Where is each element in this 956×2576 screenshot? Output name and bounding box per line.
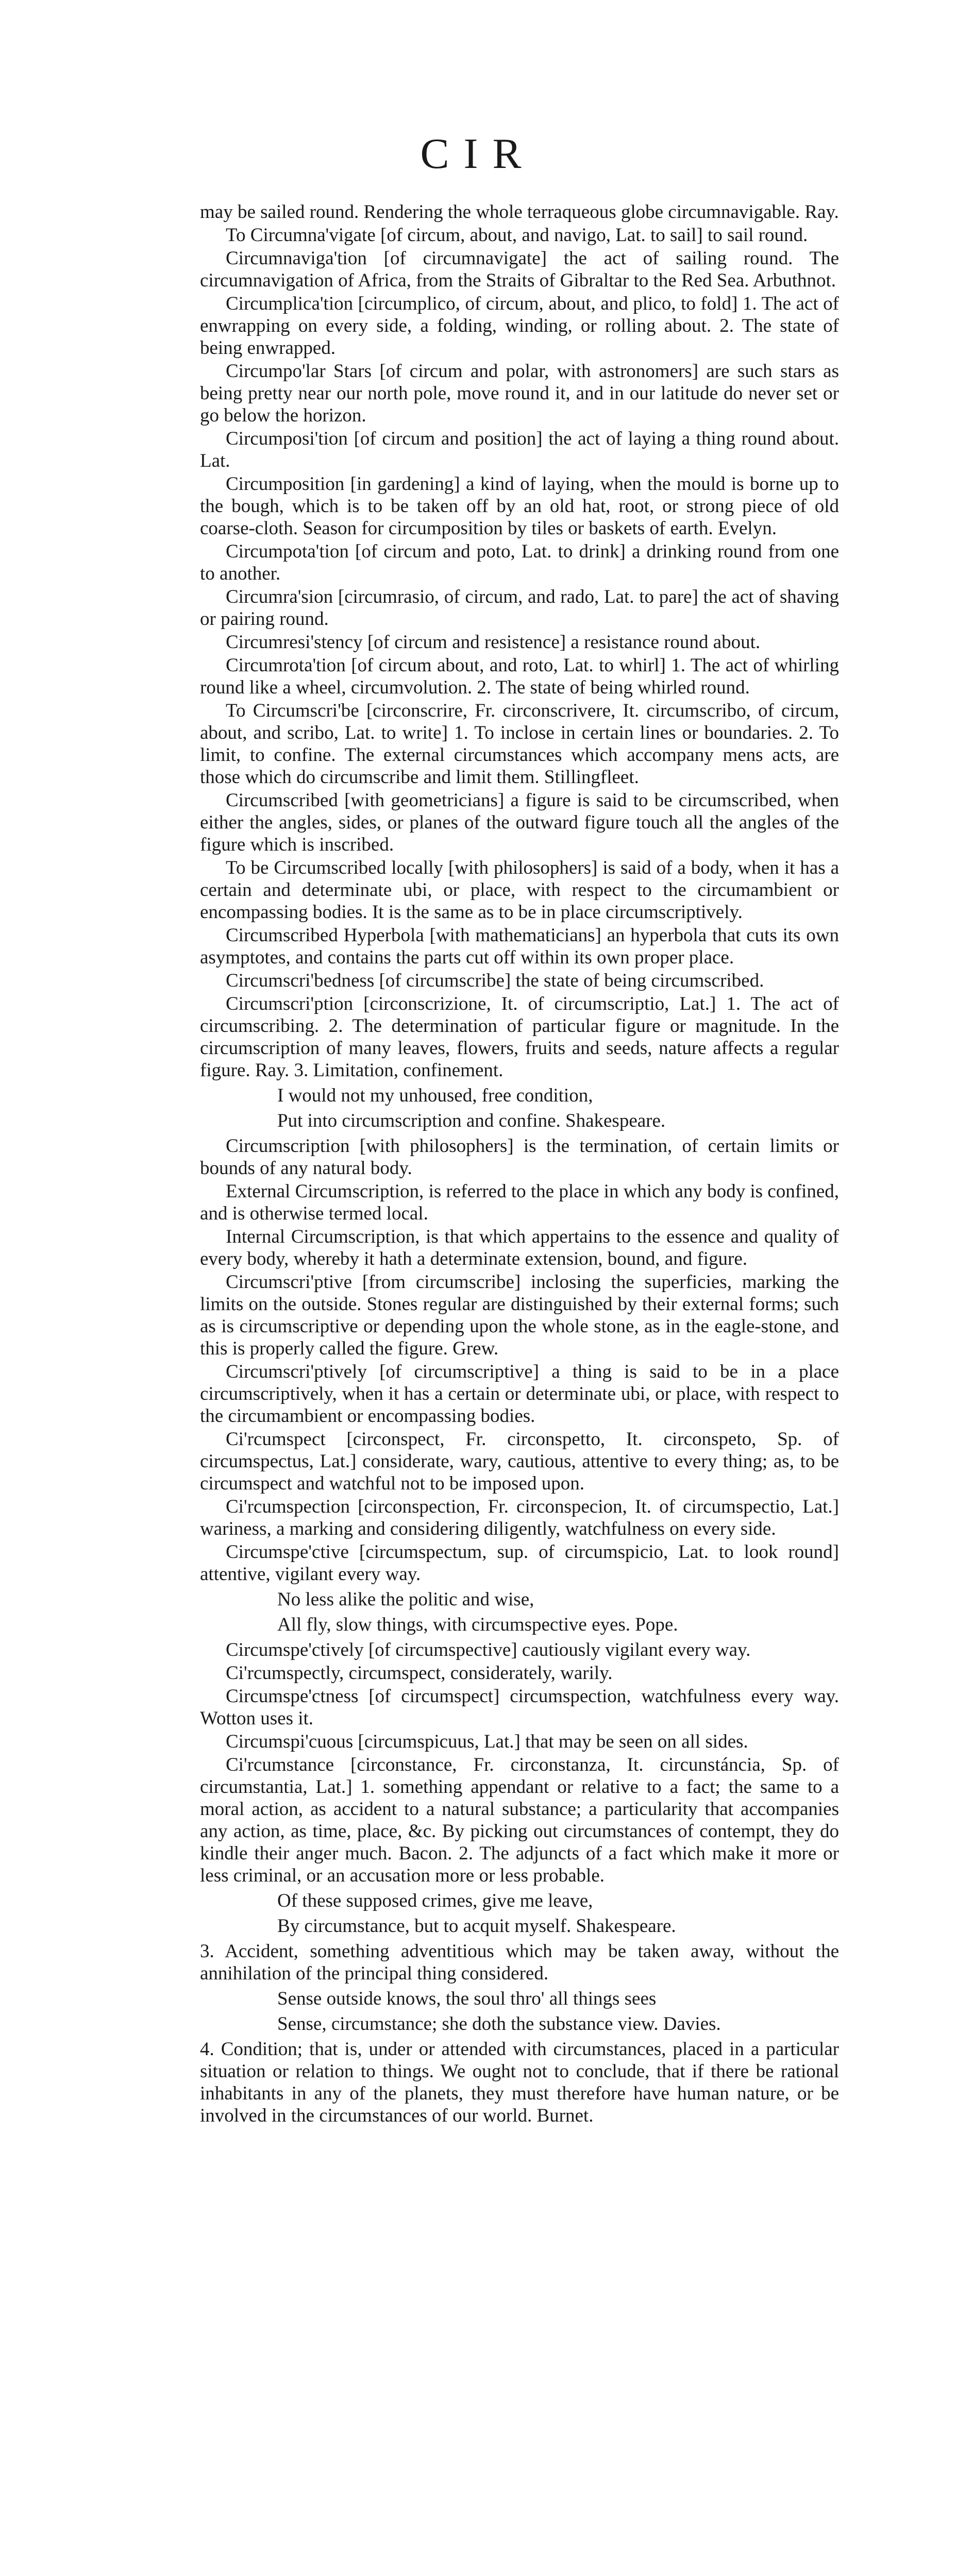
dictionary-entry: Ci'rcumstance [circonstance, Fr. circonstanza, It. circunstáncia, Sp. of circumstantia, Lat.] 1. something appendant or relative to a fact; the same to a moral action, as accident to a natural substance; a particularity that accompanies any action, as time, place, &c. By picking out circumstances of contempt, they do kindle their anger much. Bacon. 2. The adjuncts of a fact which make it more or less criminal, or an accusation more or less probable. xyxy=(200,1754,839,1886)
dictionary-entry: Circumspe'ctive [circumspectum, sup. of circumspicio, Lat. to look round] attentive, vigilant every way. xyxy=(200,1541,839,1585)
quotation-line: By circumstance, but to acquit myself. Shakespeare. xyxy=(277,1916,676,1937)
dictionary-entry: To be Circumscribed locally [with philosophers] is said of a body, when it has a certain and determinate ubi, or place, with respect to the circumambient or encompassing bodies. It is the same as to be in place circumscriptively. xyxy=(200,857,839,923)
quotation-line: All fly, slow things, with circumspective eyes. Pope. xyxy=(277,1614,678,1635)
dictionary-entry: Circumposi'tion [of circum and position] the act of laying a thing round about. Lat. xyxy=(200,428,839,471)
dictionary-entry: Circumresi'stency [of circum and resistence] a resistance round about. xyxy=(226,632,761,653)
quotation-line: Put into circumscription and confine. Shakespeare. xyxy=(277,1110,666,1131)
dictionary-entry: Circumspe'ctness [of circumspect] circumspection, watchfulness every way. Wotton uses it. xyxy=(200,1686,839,1729)
dictionary-entry: Circumspi'cuous [circumspicuus, Lat.] that may be seen on all sides. xyxy=(226,1731,748,1752)
dictionary-entry: Circumscri'ptive [from circumscribe] inclosing the superficies, marking the limits on the outside. Stones regular are distinguished by their external forms; such as is circumscriptive or depending upon the whole stone, as in the eagle-stone, and this is properly called the figure. Grew. xyxy=(200,1272,839,1359)
dictionary-entry: Ci'rcumspect [circonspect, Fr. circonspetto, It. circonspeto, Sp. of circumspectus, Lat.] considerate, wary, cautious, attentive to every thing; as, to be circumspect and watchful not to be imposed upon. xyxy=(200,1429,839,1494)
dictionary-entry: Circumscri'bedness [of circumscribe] the state of being circumscribed. xyxy=(226,970,764,991)
dictionary-entry: Circumspe'ctively [of circumspective] cautiously vigilant every way. xyxy=(226,1639,751,1660)
dictionary-entry: Circumscri'ptively [of circumscriptive] a thing is said to be in a place circumscriptively, when it has a certain or determinate ubi, or place, with respect to the circumambient or encompassing bodies. xyxy=(200,1361,839,1427)
quotation-line: No less alike the politic and wise, xyxy=(277,1589,534,1610)
dictionary-entry: Circumscribed [with geometricians] a figure is said to be circumscribed, when either the angles, sides, or planes of the outward figure touch all the angles of the figure which is inscribed. xyxy=(200,790,839,855)
dictionary-entry: Circumnaviga'tion [of circumnavigate] the act of sailing round. The circumnavigation of Africa, from the Straits of Gibraltar to the Red Sea. Arbuthnot. xyxy=(200,248,839,291)
dictionary-entry: Ci'rcumspection [circonspection, Fr. circonspecion, It. of circumspectio, Lat.] wariness, a marking and considering diligently, watchfulness on every side. xyxy=(200,1496,839,1539)
dictionary-entry: Ci'rcumspectly, circumspect, considerately, warily. xyxy=(226,1663,613,1684)
dictionary-entry: To Circumna'vigate [of circum, about, and navigo, Lat. to sail] to sail round. xyxy=(226,225,808,246)
dictionary-entry: Circumscri'ption [circonscrizione, It. of circumscriptio, Lat.] 1. The act of circumscribing. 2. The determination of particular figure or magnitude. In the circumscription of many leaves, flowers, fruits and seeds, nature affects a regular figure. Ray. 3. Limitation, confinement. xyxy=(200,993,839,1081)
dictionary-entry: Circumscription [with philosophers] is the termination, of certain limits or bounds of any natural body. xyxy=(200,1136,839,1179)
quotation-line: I would not my unhoused, free condition, xyxy=(277,1085,593,1106)
dictionary-entry: Circumrota'tion [of circum about, and roto, Lat. to whirl] 1. The act of whirling round like a wheel, circumvolution. 2. The state of being whirled round. xyxy=(200,655,839,698)
dictionary-entry: Circumplica'tion [circumplico, of circum, about, and plico, to fold] 1. The act of enwrapping on every side, a folding, winding, or rolling about. 2. The state of being enwrapped. xyxy=(200,293,839,359)
dictionary-entry: Circumpota'tion [of circum and poto, Lat. to drink] a drinking round from one to another. xyxy=(200,541,839,584)
dictionary-entry: Circumra'sion [circumrasio, of circum, and rado, Lat. to pare] the act of shaving or pairing round. xyxy=(200,586,839,630)
text-column xyxy=(200,201,839,2128)
quotation-line: Sense outside knows, the soul thro' all things sees xyxy=(277,1988,657,2009)
dictionary-entry: External Circumscription, is referred to the place in which any body is confined, and is otherwise termed local. xyxy=(200,1181,839,1224)
dictionary-entry: 4. Condition; that is, under or attended with circumstances, placed in a particular situation or relation to things. We ought not to conclude, that if there be rational inhabitants in any of the planets, they must therefore have human nature, or be involved in the circumstances of our world. Burnet. xyxy=(200,2039,839,2126)
dictionary-entry: Internal Circumscription, is that which appertains to the essence and quality of every body, whereby it hath a determinate extension, bound, and figure. xyxy=(200,1226,839,1269)
dictionary-entry: Circumposition [in gardening] a kind of laying, when the mould is borne up to the bough, which is to be taken off by an old hat, root, or strong piece of old coarse-cloth. Season for circumposition by tiles or baskets of earth. Evelyn. xyxy=(200,473,839,539)
dictionary-entry: may be sailed round. Rendering the whole terraqueous globe circumnavigable. Ray. xyxy=(200,201,839,223)
quotation-line: Of these supposed crimes, give me leave, xyxy=(277,1890,593,1911)
dictionary-entry: Circumscribed Hyperbola [with mathematicians] an hyperbola that cuts its own asymptotes, and contains the parts cut off within its own proper place. xyxy=(200,925,839,968)
quotation-line: Sense, circumstance; she doth the substance view. Davies. xyxy=(277,2013,721,2035)
dictionary-entry: 3. Accident, something adventitious which may be taken away, without the annihilation of the principal thing considered. xyxy=(200,1941,839,1984)
running-head: CIR xyxy=(420,130,536,178)
dictionary-entry: To Circumscri'be [circonscrire, Fr. circonscrivere, It. circumscribo, of circum, about, and scribo, Lat. to write] 1. To inclose in certain lines or boundaries. 2. To limit, to confine. The external circumstances which accompany mens acts, are those which do circumscribe and limit them. Stillingfleet. xyxy=(200,700,839,788)
dictionary-entry: Circumpo'lar Stars [of circum and polar, with astronomers] are such stars as being pretty near our north pole, move round it, and in our latitude do never set or go below the horizon. xyxy=(200,361,839,426)
